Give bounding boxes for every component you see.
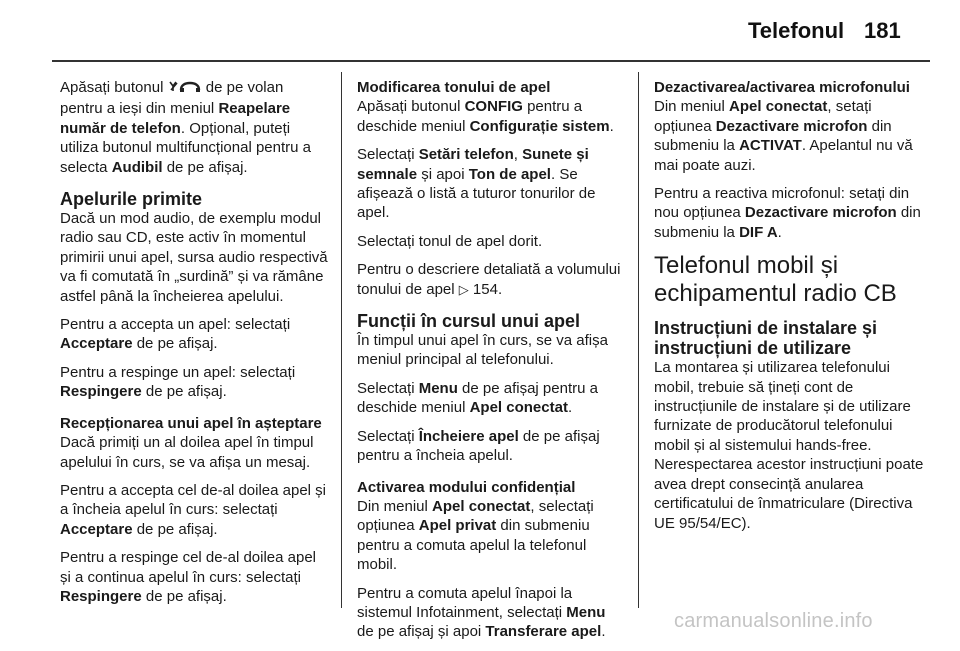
paragraph: Apăsați butonul CONFIG pentru a deschide meniul Configurație sistem. (357, 98, 614, 135)
chapter-section-heading: Telefonul mobil și echipamentul radio CB (654, 252, 897, 308)
column-3 (654, 78, 924, 542)
subsection-heading: Activarea modului confidențial (357, 478, 576, 496)
chapter-title: Telefonul (748, 18, 845, 43)
paragraph: În timpul unui apel în curs, se va afișa meniul principal al telefonului. (357, 332, 608, 369)
paragraph: Din meniul Apel conectat, setați opțiunea Dezactivare microfon din submeniu la ACTIVAT. Apelantul nu vă mai poate auzi. (654, 98, 913, 174)
paragraph: Dacă primiți un al doilea apel în timpul apelului în curs, se va afișa un mesaj. (60, 434, 314, 471)
section-heading: Funcții în cursul unui apel (357, 311, 581, 332)
watermark: carmanualsonline.info (674, 610, 873, 632)
paragraph: Pentru o descriere detaliată a volumului tonului de apel ▷ 154. (357, 261, 621, 298)
paragraph: Pentru a reactiva microfonul: setați din nou opțiunea Dezactivare microfon din submeniu la DIF A. (654, 185, 921, 241)
page-reference-arrow-icon: ▷ (458, 281, 469, 297)
column-divider (341, 72, 342, 608)
subsection-heading: Dezactivarea/activarea microfonului (654, 79, 910, 96)
paragraph: Apăsați butonul de pe volan pentru a ieși din meniul Reapelare număr de telefon. Opțional, puteți utiliza butonul multifuncțional pentru a selecta Audibil de pe afișaj. (60, 79, 311, 176)
paragraph: La montarea și utilizarea telefonului mobil, trebuie să țineți cont de instrucțiunile de instalare și de utilizare furnizate de producătorul telefonului mobil și al sistemului hands-free. Nerespectarea acestor instrucțiuni poate avea drept consecință anularea certificatului de înmatriculare (Directiva UE 95/54/EC). (654, 359, 924, 532)
hang-up-phone-icon (168, 79, 202, 99)
subsection-heading: Modificarea tonului de apel (357, 79, 551, 96)
paragraph: Selectați tonul de apel dorit. (357, 232, 543, 250)
section-heading: Instrucțiuni de instalare și instrucțiuni de utilizare (654, 318, 878, 359)
page-number: 181 (864, 18, 901, 43)
paragraph: Pentru a accepta un apel: selectați Acceptare de pe afișaj. (60, 316, 291, 353)
paragraph: Selectați Menu de pe afișaj pentru a deschide meniul Apel conectat. (357, 379, 598, 417)
paragraph: Pentru a comuta apelul înapoi la sistemul Infotainment, selectați Menu de pe afișaj și apoi Transferare apel. (357, 584, 606, 641)
paragraph: Selectați Setări telefon, Sunete și semnale și apoi Ton de apel. Se afișează o listă a tuturor tonurilor de apel. (357, 146, 596, 222)
paragraph: Selectați Încheiere apel de pe afișaj pentru a încheia apelul. (357, 427, 600, 465)
header-divider (52, 60, 930, 62)
paragraph: Dacă un mod audio, de exemplu modul radio sau CD, este activ în momentul primirii unui apel, sursa audio respectivă va fi comutată în „surdină” și va rămâne astfel până la încheierea apelului. (60, 210, 328, 305)
section-heading: Apelurile primite (60, 189, 203, 210)
page-reference[interactable]: 154 (472, 280, 498, 298)
paragraph: Pentru a respinge cel de-al doilea apel și a continua apelul în curs: selectați Respingere de pe afișaj. (60, 549, 317, 605)
subsection-heading: Recepționarea unui apel în așteptare (60, 414, 322, 432)
column-2 (357, 78, 625, 651)
paragraph: Din meniul Apel conectat, selectați opțiunea Apel privat din submeniu pentru a comuta apelul la telefonul mobil. (357, 497, 594, 574)
paragraph: Pentru a accepta cel de-al doilea apel și a încheia apelul în curs: selectați Acceptare de pe afișaj. (60, 481, 327, 538)
column-divider (638, 72, 639, 608)
column-1 (60, 78, 328, 615)
paragraph: Pentru a respinge un apel: selectați Respingere de pe afișaj. (60, 363, 296, 401)
